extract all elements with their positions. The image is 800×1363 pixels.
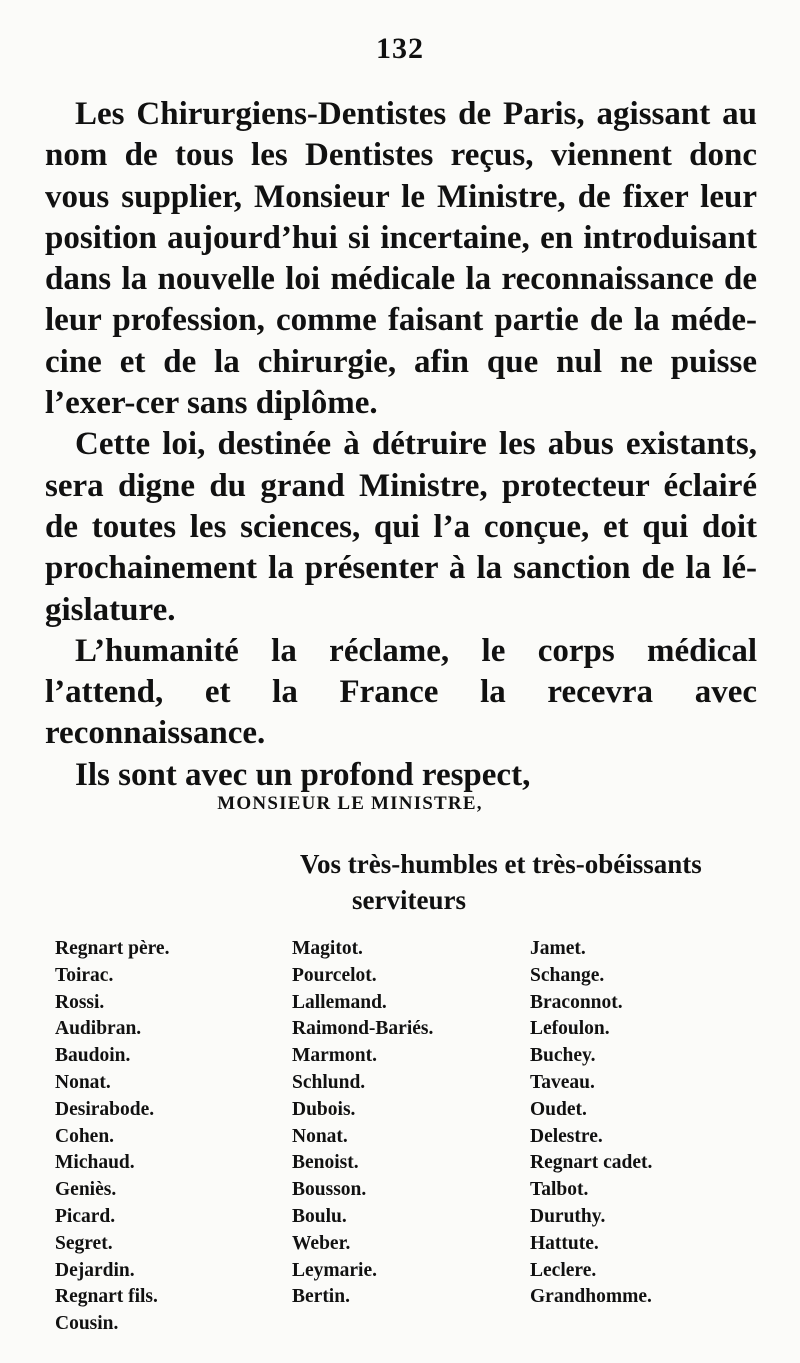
signatory-name: Marmont. bbox=[292, 1045, 378, 1067]
signatory-name: Picard. bbox=[55, 1205, 116, 1227]
salutation: MONSIEUR LE MINISTRE, bbox=[217, 793, 483, 814]
signatory-name: Oudet. bbox=[530, 1098, 587, 1120]
paragraph-law: Cette loi, destinée à détruire les abus existants, sera digne du grand Ministre, protecteur éclairé de toutes les sciences, qui l’a conçue, et qui doit prochainement la présenter à la sanction de la lé-gislature. bbox=[45, 426, 757, 628]
signatory-name: Segret. bbox=[55, 1232, 113, 1254]
signatory-name: Bousson. bbox=[292, 1179, 367, 1201]
signatories-column-3 bbox=[530, 936, 652, 1311]
signatory-name: Audibran. bbox=[55, 1018, 142, 1040]
signatory-name: Leclere. bbox=[530, 1259, 597, 1281]
signatories-column-2 bbox=[292, 936, 433, 1311]
page-number: 132 bbox=[376, 32, 424, 65]
signatory-name: Grandhomme. bbox=[530, 1286, 652, 1308]
signatory-name: Leymarie. bbox=[292, 1259, 378, 1281]
signatory-name: Desirabode. bbox=[55, 1098, 155, 1120]
signatory-name: Geniès. bbox=[55, 1179, 117, 1201]
signatory-name: Dejardin. bbox=[55, 1259, 135, 1281]
signatory-name: Raimond-Bariés. bbox=[292, 1018, 434, 1040]
signatory-name: Benoist. bbox=[292, 1152, 359, 1174]
closing-line-1: Vos très-humbles et très-obéissants bbox=[300, 849, 702, 879]
signatory-name: Hattute. bbox=[530, 1232, 599, 1254]
paragraph-petition: Les Chirurgiens-Dentistes de Paris, agissant au nom de tous les Dentistes reçus, viennent donc vous supplier, Monsieur le Ministre, de fixer leur position aujourd’hui si incertaine, en introduisant dans la nouvelle loi médicale la reconnaissance de leur profession, comme faisant partie de la méde-cine et de la chirurgie, afin que nul ne puisse l’exer-cer sans diplôme. bbox=[45, 96, 757, 422]
letter-body bbox=[45, 94, 757, 796]
paragraph-humanity: L’humanité la réclame, le corps médical l’attend, et la France la recevra avec reconnaissance. bbox=[45, 632, 757, 752]
signatory-name: Delestre. bbox=[530, 1125, 603, 1147]
signatory-name: Bertin. bbox=[292, 1286, 350, 1308]
signatory-name: Schlund. bbox=[292, 1071, 366, 1093]
signatory-name: Buchey. bbox=[530, 1045, 596, 1067]
signatory-name: Talbot. bbox=[530, 1179, 589, 1201]
signatory-name: Regnart père. bbox=[55, 938, 170, 959]
signatory-name: Boulu. bbox=[292, 1205, 347, 1227]
signatory-name: Lefoulon. bbox=[530, 1018, 610, 1040]
signatory-name: Duruthy. bbox=[530, 1205, 606, 1227]
signatory-name: Lallemand. bbox=[292, 991, 387, 1013]
closing-line-2: serviteurs bbox=[352, 885, 466, 915]
signatory-name: Nonat. bbox=[55, 1071, 111, 1093]
signatories-column-1 bbox=[55, 936, 169, 1338]
signatory-name: Braconnot. bbox=[530, 991, 623, 1013]
signatory-name: Cohen. bbox=[55, 1125, 115, 1147]
signatory-name: Jamet. bbox=[530, 938, 586, 959]
signatory-name: Michaud. bbox=[55, 1152, 135, 1174]
signatory-name: Pourcelot. bbox=[292, 964, 377, 986]
signatory-name: Regnart cadet. bbox=[530, 1152, 653, 1174]
signatory-name: Baudoin. bbox=[55, 1045, 131, 1067]
signatory-name: Taveau. bbox=[530, 1071, 595, 1093]
signatory-name: Toirac. bbox=[55, 964, 114, 986]
signatory-name: Dubois. bbox=[292, 1098, 356, 1120]
closing-formula bbox=[300, 846, 770, 918]
signatory-name: Schange. bbox=[530, 964, 605, 986]
signatory-name: Regnart fils. bbox=[55, 1286, 158, 1308]
signatory-name: Nonat. bbox=[292, 1125, 348, 1147]
signatory-name: Weber. bbox=[292, 1232, 351, 1254]
paragraph-respect: Ils sont avec un profond respect, bbox=[75, 756, 531, 793]
signatory-name: Cousin. bbox=[55, 1313, 119, 1335]
signatory-name: Rossi. bbox=[55, 991, 105, 1013]
signatory-name: Magitot. bbox=[292, 938, 363, 959]
